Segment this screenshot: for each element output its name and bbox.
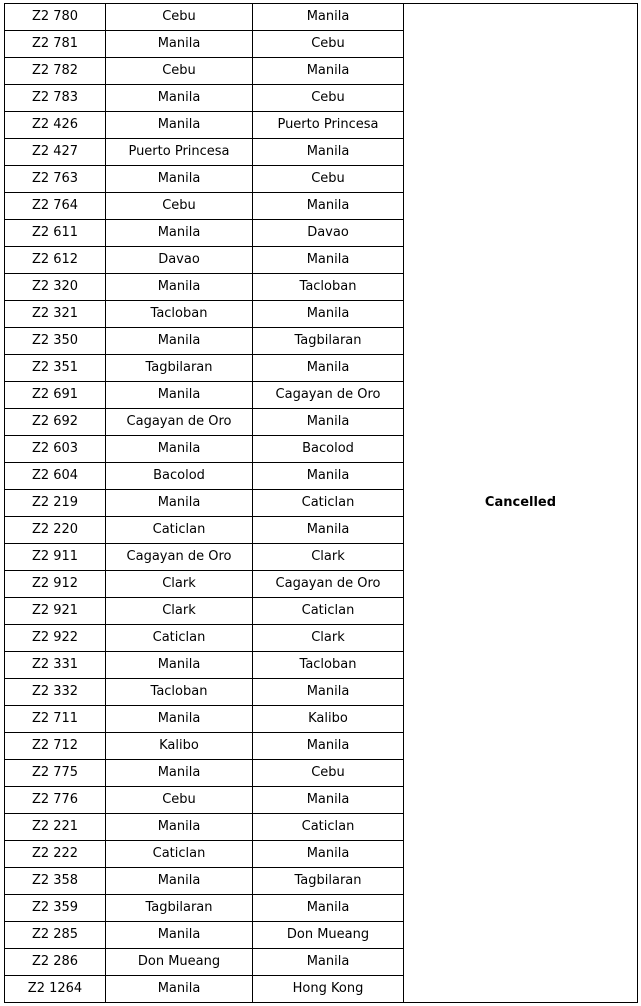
flight-number-cell: Z2 612	[5, 247, 106, 274]
origin-cell: Manila	[106, 166, 253, 193]
destination-cell: Manila	[253, 895, 404, 922]
flight-number-cell: Z2 286	[5, 949, 106, 976]
flight-number-cell: Z2 320	[5, 274, 106, 301]
destination-cell: Don Mueang	[253, 922, 404, 949]
flight-number-cell: Z2 604	[5, 463, 106, 490]
destination-cell: Cebu	[253, 166, 404, 193]
flight-number-cell: Z2 222	[5, 841, 106, 868]
flight-number-cell: Z2 221	[5, 814, 106, 841]
origin-cell: Manila	[106, 220, 253, 247]
flight-number-cell: Z2 332	[5, 679, 106, 706]
flight-number-cell: Z2 781	[5, 31, 106, 58]
origin-cell: Manila	[106, 868, 253, 895]
destination-cell: Manila	[253, 517, 404, 544]
origin-cell: Tagbilaran	[106, 895, 253, 922]
destination-cell: Puerto Princesa	[253, 112, 404, 139]
destination-cell: Manila	[253, 787, 404, 814]
flights-table	[4, 3, 638, 1003]
origin-cell: Manila	[106, 31, 253, 58]
origin-cell: Tagbilaran	[106, 355, 253, 382]
flight-number-cell: Z2 358	[5, 868, 106, 895]
flight-number-cell: Z2 427	[5, 139, 106, 166]
destination-cell: Tagbilaran	[253, 328, 404, 355]
origin-cell: Manila	[106, 922, 253, 949]
destination-cell: Caticlan	[253, 490, 404, 517]
flight-number-cell: Z2 780	[5, 4, 106, 31]
flight-number-cell: Z2 321	[5, 301, 106, 328]
destination-cell: Manila	[253, 841, 404, 868]
destination-cell: Cebu	[253, 85, 404, 112]
flight-number-cell: Z2 921	[5, 598, 106, 625]
origin-cell: Clark	[106, 571, 253, 598]
flight-number-cell: Z2 782	[5, 58, 106, 85]
flight-number-cell: Z2 285	[5, 922, 106, 949]
flight-number-cell: Z2 911	[5, 544, 106, 571]
origin-cell: Manila	[106, 436, 253, 463]
destination-cell: Davao	[253, 220, 404, 247]
destination-cell: Caticlan	[253, 598, 404, 625]
origin-cell: Cagayan de Oro	[106, 409, 253, 436]
origin-cell: Manila	[106, 274, 253, 301]
destination-cell: Manila	[253, 679, 404, 706]
origin-cell: Manila	[106, 85, 253, 112]
destination-cell: Manila	[253, 463, 404, 490]
destination-cell: Manila	[253, 355, 404, 382]
flight-number-cell: Z2 426	[5, 112, 106, 139]
flight-number-cell: Z2 764	[5, 193, 106, 220]
origin-cell: Manila	[106, 382, 253, 409]
origin-cell: Bacolod	[106, 463, 253, 490]
origin-cell: Manila	[106, 814, 253, 841]
flight-number-cell: Z2 219	[5, 490, 106, 517]
destination-cell: Manila	[253, 4, 404, 31]
destination-cell: Cebu	[253, 31, 404, 58]
origin-cell: Tacloban	[106, 301, 253, 328]
flight-number-cell: Z2 220	[5, 517, 106, 544]
flight-number-cell: Z2 359	[5, 895, 106, 922]
origin-cell: Cebu	[106, 193, 253, 220]
origin-cell: Cebu	[106, 4, 253, 31]
destination-cell: Caticlan	[253, 814, 404, 841]
flight-number-cell: Z2 691	[5, 382, 106, 409]
origin-cell: Caticlan	[106, 517, 253, 544]
flight-number-cell: Z2 912	[5, 571, 106, 598]
destination-cell: Clark	[253, 625, 404, 652]
destination-cell: Manila	[253, 301, 404, 328]
status-cell: Cancelled	[404, 4, 638, 1003]
destination-cell: Manila	[253, 949, 404, 976]
flights-table-body	[5, 4, 638, 1003]
origin-cell: Caticlan	[106, 841, 253, 868]
origin-cell: Caticlan	[106, 625, 253, 652]
flight-cancellation-sheet	[4, 3, 638, 1003]
origin-cell: Manila	[106, 490, 253, 517]
flight-number-cell: Z2 775	[5, 760, 106, 787]
destination-cell: Tacloban	[253, 652, 404, 679]
flight-number-cell: Z2 603	[5, 436, 106, 463]
origin-cell: Manila	[106, 976, 253, 1003]
origin-cell: Don Mueang	[106, 949, 253, 976]
destination-cell: Manila	[253, 193, 404, 220]
origin-cell: Manila	[106, 112, 253, 139]
origin-cell: Cebu	[106, 787, 253, 814]
destination-cell: Tagbilaran	[253, 868, 404, 895]
origin-cell: Puerto Princesa	[106, 139, 253, 166]
destination-cell: Manila	[253, 733, 404, 760]
flight-number-cell: Z2 611	[5, 220, 106, 247]
origin-cell: Clark	[106, 598, 253, 625]
table-row	[5, 4, 638, 31]
destination-cell: Cagayan de Oro	[253, 382, 404, 409]
origin-cell: Cebu	[106, 58, 253, 85]
flight-number-cell: Z2 331	[5, 652, 106, 679]
flight-number-cell: Z2 711	[5, 706, 106, 733]
flight-number-cell: Z2 712	[5, 733, 106, 760]
origin-cell: Manila	[106, 760, 253, 787]
flight-number-cell: Z2 763	[5, 166, 106, 193]
origin-cell: Cagayan de Oro	[106, 544, 253, 571]
origin-cell: Manila	[106, 706, 253, 733]
flight-number-cell: Z2 351	[5, 355, 106, 382]
origin-cell: Kalibo	[106, 733, 253, 760]
flight-number-cell: Z2 922	[5, 625, 106, 652]
destination-cell: Clark	[253, 544, 404, 571]
destination-cell: Bacolod	[253, 436, 404, 463]
flight-number-cell: Z2 692	[5, 409, 106, 436]
origin-cell: Davao	[106, 247, 253, 274]
destination-cell: Cebu	[253, 760, 404, 787]
destination-cell: Hong Kong	[253, 976, 404, 1003]
destination-cell: Manila	[253, 58, 404, 85]
flight-number-cell: Z2 783	[5, 85, 106, 112]
origin-cell: Tacloban	[106, 679, 253, 706]
destination-cell: Manila	[253, 409, 404, 436]
origin-cell: Manila	[106, 652, 253, 679]
destination-cell: Cagayan de Oro	[253, 571, 404, 598]
flight-number-cell: Z2 1264	[5, 976, 106, 1003]
flight-number-cell: Z2 776	[5, 787, 106, 814]
destination-cell: Tacloban	[253, 274, 404, 301]
destination-cell: Manila	[253, 247, 404, 274]
origin-cell: Manila	[106, 328, 253, 355]
flight-number-cell: Z2 350	[5, 328, 106, 355]
destination-cell: Kalibo	[253, 706, 404, 733]
destination-cell: Manila	[253, 139, 404, 166]
